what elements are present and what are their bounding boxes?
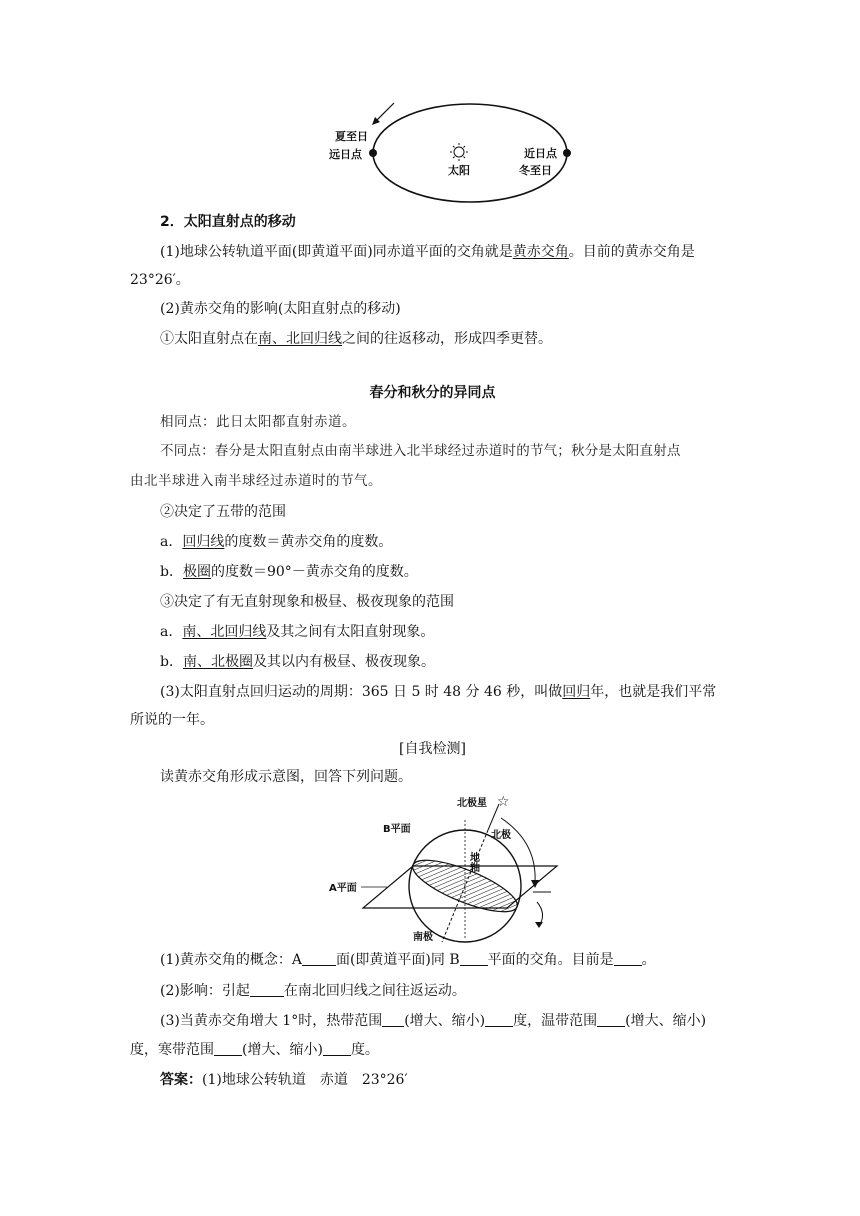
answer-text: (1)地球公转轨道 赤道 23°26′ [202, 1072, 408, 1088]
obliquity-diagram [325, 790, 570, 950]
q1-text-d: 。 [641, 952, 656, 968]
polaris-label: 北极星 [457, 798, 487, 809]
q3-blank-2[interactable] [485, 1012, 513, 1027]
q1-blank-1[interactable] [302, 951, 336, 966]
perihelion-label: 近日点 [524, 147, 557, 160]
orbit-diagram [325, 100, 575, 205]
q3-text-c: 度，温带范围 [513, 1013, 598, 1029]
infobox-title: 春分和秋分的异同点 [369, 385, 496, 401]
winter-solstice-label: 冬至日 [519, 164, 552, 177]
p9-underlined: 南、北极圈 [182, 654, 253, 670]
p5-text: 的度数＝黄赤交角的度数。 [224, 534, 393, 550]
p10-text-b: 年，也就是我们平常 [590, 684, 717, 700]
question-2 [160, 981, 765, 1001]
sun-icon [450, 143, 468, 161]
infobox-diff-line2: 由北半球进入南半球经过赤道时的节气。 [130, 473, 382, 489]
p9-text: 及其以内有极昼、极夜现象。 [252, 654, 435, 670]
q2-text-a: (2)影响：引起 [160, 983, 250, 999]
p9-prefix: b． [160, 654, 183, 670]
infobox-same: 相同点：此日太阳都直射赤道。 [160, 414, 356, 430]
summer-solstice-label: 夏至日 [335, 130, 368, 143]
section-heading: 2．太阳直射点的移动 [160, 214, 296, 230]
p5-underlined: 回归线 [182, 534, 225, 550]
question-3-line2 [130, 1040, 735, 1060]
p3-underlined: 南、北回归线 [258, 331, 342, 347]
p6-underlined: 极圈 [182, 564, 211, 580]
paragraph-1 [160, 242, 765, 262]
perihelion-dot [563, 149, 571, 157]
p3-text-a: ①太阳直射点在 [160, 331, 258, 347]
direction-arrow [375, 103, 394, 122]
a-plane-label: A平面 [329, 883, 357, 894]
q1-text-b: 面(即黄道平面)同 B [335, 952, 460, 968]
paragraph-8 [160, 622, 765, 642]
p3-text-b: 之间的往返移动，形成四季更替。 [342, 331, 552, 347]
q3-line2-text-c: 度。 [350, 1042, 379, 1058]
aphelion-label: 远日点 [329, 148, 362, 161]
axis-label: 地轴 [467, 852, 479, 872]
paragraph-4: ②决定了五带的范围 [160, 504, 286, 520]
paragraph-5 [160, 532, 765, 552]
north-pole-label: 北极 [491, 830, 511, 841]
q2-blank[interactable] [250, 982, 284, 997]
p5-prefix: a． [160, 534, 183, 550]
p6-text: 的度数＝90°－黄赤交角的度数。 [210, 564, 418, 580]
q3-text-a: (3)当黄赤交角增大 1°时，热带范围 [160, 1013, 383, 1029]
sun-label: 太阳 [448, 164, 470, 177]
q3-line2-text-a: 度，寒带范围 [130, 1042, 214, 1058]
q3-blank-4[interactable] [214, 1041, 242, 1056]
paragraph-3 [160, 329, 765, 349]
question-3 [160, 1011, 765, 1031]
infobox-diff-line1: 不同点：春分是太阳直射点由南半球进入北半球经过赤道时的节气；秋分是太阳直射点 [160, 443, 681, 459]
p1-underlined: 黄赤交角 [512, 244, 569, 260]
q3-blank-3[interactable] [597, 1012, 625, 1027]
paragraph-9 [160, 652, 765, 672]
p10-text-a: (3)太阳直射点回归运动的周期：365 日 5 时 48 分 46 秒，叫做 [160, 684, 563, 700]
paragraph-1-line2: 23°26′。 [130, 272, 190, 288]
paragraph-10 [160, 682, 765, 702]
paragraph-10-line2: 所说的一年。 [130, 712, 214, 728]
q1-blank-3[interactable] [614, 951, 642, 966]
south-pole-label: 南极 [413, 932, 433, 943]
self-check-intro: 读黄赤交角形成示意图，回答下列问题。 [160, 769, 412, 785]
aphelion-dot [369, 149, 377, 157]
p8-underlined: 南、北回归线 [182, 624, 267, 640]
p8-text: 及其之间有太阳直射现象。 [266, 624, 435, 640]
q2-text-b: 在南北回归线之间往返运动。 [283, 983, 466, 999]
question-1 [160, 950, 765, 970]
q1-text-a: (1)黄赤交角的概念：A [160, 952, 302, 968]
angle-arc [501, 818, 535, 882]
q3-line2-text-b: (增大、缩小) [242, 1042, 323, 1058]
p1-text-a: (1)地球公转轨道平面(即黄道平面)同赤道平面的交角就是 [160, 244, 513, 260]
paragraph-2: (2)黄赤交角的影响(太阳直射点的移动) [160, 301, 401, 317]
paragraph-6 [160, 562, 765, 582]
answer-label: 答案： [160, 1072, 202, 1088]
q1-text-c: 平面的交角。目前是 [487, 952, 614, 968]
small-arc-head [535, 922, 543, 928]
self-check-heading: [自我检测] [399, 741, 466, 757]
p10-underlined: 回归 [562, 684, 591, 700]
b-plane-label: B平面 [383, 824, 411, 835]
q3-text-d: (增大、缩小) [625, 1013, 707, 1029]
q3-blank-1[interactable] [382, 1012, 404, 1027]
q3-text-b: (增大、缩小) [404, 1013, 486, 1029]
paragraph-7: ③决定了有无直射现象和极昼、极夜现象的范围 [160, 594, 454, 610]
p6-prefix: b． [160, 564, 183, 580]
q3-blank-5[interactable] [323, 1041, 351, 1056]
polaris-star-icon: ☆ [497, 794, 510, 810]
p1-text-b: 。目前的黄赤交角是 [568, 244, 695, 260]
q1-blank-2[interactable] [460, 951, 488, 966]
p8-prefix: a． [160, 624, 183, 640]
answer-line [160, 1070, 765, 1090]
